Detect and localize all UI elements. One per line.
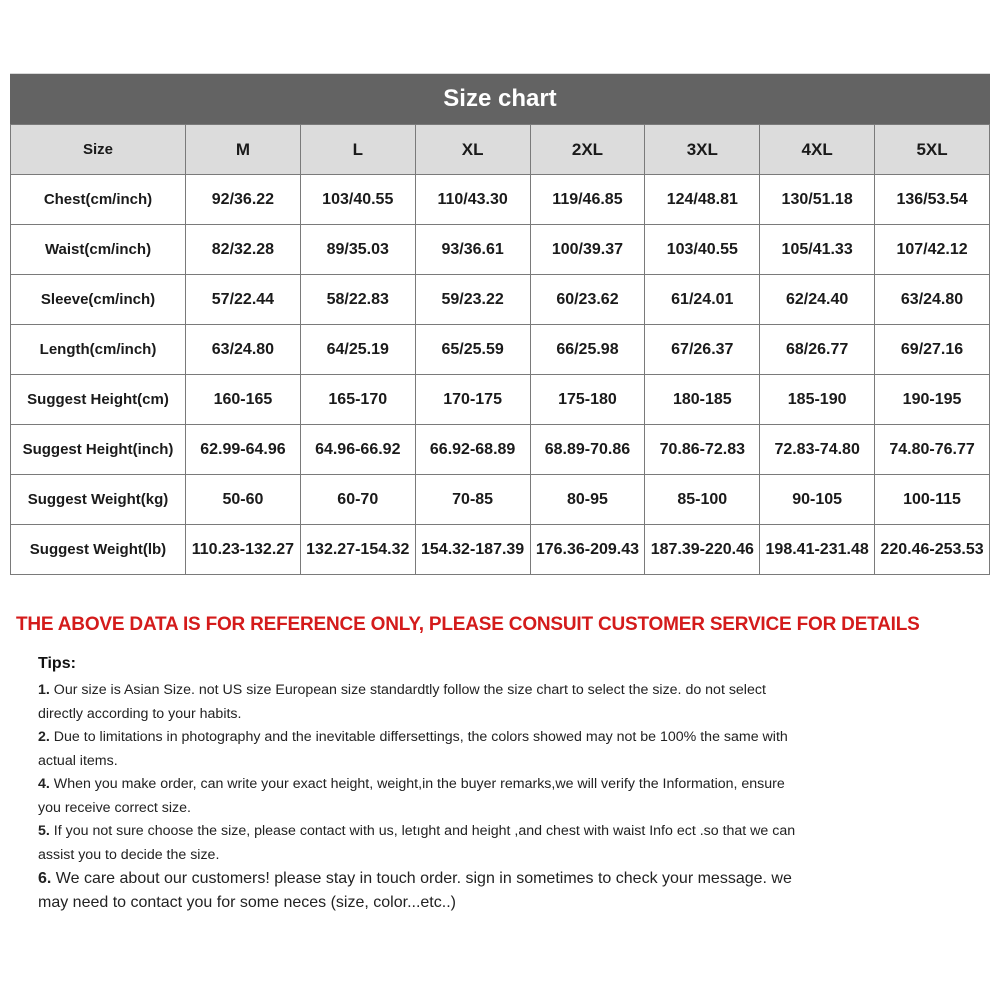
- table-cell: 119/46.85: [530, 175, 645, 225]
- table-cell: 154.32-187.39: [415, 525, 530, 575]
- measurement-label: Chest(cm/inch): [11, 175, 186, 225]
- measurement-label: Waist(cm/inch): [11, 225, 186, 275]
- chart-title: Size chart: [10, 73, 990, 124]
- table-cell: 160-165: [186, 375, 301, 425]
- table-cell: 60/23.62: [530, 275, 645, 325]
- table-row: [11, 525, 990, 575]
- table-cell: 180-185: [645, 375, 760, 425]
- table-cell: 107/42.12: [875, 225, 990, 275]
- table-cell: 100-115: [875, 475, 990, 525]
- table-cell: 62.99-64.96: [186, 425, 301, 475]
- table-cell: 67/26.37: [645, 325, 760, 375]
- table-cell: 105/41.33: [760, 225, 875, 275]
- tip-number: 4.: [38, 776, 50, 792]
- table-cell: 68/26.77: [760, 325, 875, 375]
- size-header-cell: 5XL: [875, 125, 990, 175]
- table-cell: 66/25.98: [530, 325, 645, 375]
- table-cell: 61/24.01: [645, 275, 760, 325]
- size-header-cell: 3XL: [645, 125, 760, 175]
- table-cell: 175-180: [530, 375, 645, 425]
- size-chart: [10, 73, 990, 575]
- tip-text: When you make order, can write your exact height, weight,in the buyer remarks,we will verify the Information, ensure you receive correct size.: [38, 776, 785, 816]
- table-cell: 190-195: [875, 375, 990, 425]
- tip-item: [38, 867, 808, 915]
- table-cell: 132.27-154.32: [300, 525, 415, 575]
- table-row: [11, 225, 990, 275]
- table-cell: 85-100: [645, 475, 760, 525]
- tip-item: [38, 726, 808, 773]
- table-cell: 176.36-209.43: [530, 525, 645, 575]
- size-header-cell: L: [300, 125, 415, 175]
- table-cell: 185-190: [760, 375, 875, 425]
- tip-number: 6.: [38, 870, 52, 887]
- table-row: [11, 475, 990, 525]
- tip-text: We care about our customers! please stay in touch order. sign in sometimes to check your message. we may need to contact you for some neces (size, color...etc..): [38, 870, 792, 911]
- table-cell: 136/53.54: [875, 175, 990, 225]
- measurement-label: Suggest Height(cm): [11, 375, 186, 425]
- tip-item: [38, 679, 808, 726]
- measurement-label: Length(cm/inch): [11, 325, 186, 375]
- table-cell: 124/48.81: [645, 175, 760, 225]
- table-cell: 70.86-72.83: [645, 425, 760, 475]
- tip-number: 1.: [38, 682, 50, 698]
- table-row: [11, 175, 990, 225]
- table-row: [11, 325, 990, 375]
- table-cell: 62/24.40: [760, 275, 875, 325]
- measurement-label: Sleeve(cm/inch): [11, 275, 186, 325]
- table-cell: 63/24.80: [186, 325, 301, 375]
- table-cell: 170-175: [415, 375, 530, 425]
- tips-heading: Tips:: [38, 655, 76, 672]
- table-cell: 103/40.55: [300, 175, 415, 225]
- tip-number: 5.: [38, 823, 50, 839]
- tip-text: Our size is Asian Size. not US size European size standardtly follow the size chart to select the size. do not select directly according to your habits.: [38, 682, 766, 722]
- table-cell: 65/25.59: [415, 325, 530, 375]
- size-header-cell: 4XL: [760, 125, 875, 175]
- table-cell: 110/43.30: [415, 175, 530, 225]
- table-header-row: [11, 125, 990, 175]
- size-table: [10, 124, 990, 575]
- table-cell: 69/27.16: [875, 325, 990, 375]
- size-header-cell: 2XL: [530, 125, 645, 175]
- size-column-header: Size: [11, 125, 186, 175]
- table-cell: 70-85: [415, 475, 530, 525]
- table-row: [11, 275, 990, 325]
- table-row: [11, 375, 990, 425]
- tip-number: 2.: [38, 729, 50, 745]
- table-cell: 66.92-68.89: [415, 425, 530, 475]
- table-cell: 198.41-231.48: [760, 525, 875, 575]
- table-cell: 64/25.19: [300, 325, 415, 375]
- size-header-cell: M: [186, 125, 301, 175]
- tip-text: Due to limitations in photography and the inevitable differsettings, the colors showed may not be 100% the same with actual items.: [38, 729, 788, 769]
- table-cell: 58/22.83: [300, 275, 415, 325]
- tips-list: [38, 679, 808, 915]
- tip-item: [38, 820, 808, 867]
- table-cell: 59/23.22: [415, 275, 530, 325]
- measurement-label: Suggest Height(inch): [11, 425, 186, 475]
- table-cell: 90-105: [760, 475, 875, 525]
- tips-section: [38, 655, 808, 915]
- table-cell: 64.96-66.92: [300, 425, 415, 475]
- table-cell: 110.23-132.27: [186, 525, 301, 575]
- table-cell: 72.83-74.80: [760, 425, 875, 475]
- table-cell: 89/35.03: [300, 225, 415, 275]
- tip-text: If you not sure choose the size, please contact with us, letıght and height ,and chest with waist Info ect .so that we can assist you to decide the size.: [38, 823, 796, 863]
- table-cell: 100/39.37: [530, 225, 645, 275]
- table-cell: 50-60: [186, 475, 301, 525]
- table-cell: 187.39-220.46: [645, 525, 760, 575]
- table-cell: 165-170: [300, 375, 415, 425]
- tip-item: [38, 773, 808, 820]
- reference-notice: THE ABOVE DATA IS FOR REFERENCE ONLY, PLEASE CONSUIT CUSTOMER SERVICE FOR DETAILS: [16, 614, 920, 635]
- table-cell: 63/24.80: [875, 275, 990, 325]
- table-cell: 74.80-76.77: [875, 425, 990, 475]
- measurement-label: Suggest Weight(kg): [11, 475, 186, 525]
- measurement-label: Suggest Weight(lb): [11, 525, 186, 575]
- table-cell: 57/22.44: [186, 275, 301, 325]
- table-cell: 82/32.28: [186, 225, 301, 275]
- table-cell: 103/40.55: [645, 225, 760, 275]
- size-header-cell: XL: [415, 125, 530, 175]
- table-cell: 93/36.61: [415, 225, 530, 275]
- table-row: [11, 425, 990, 475]
- table-cell: 92/36.22: [186, 175, 301, 225]
- table-cell: 220.46-253.53: [875, 525, 990, 575]
- table-cell: 80-95: [530, 475, 645, 525]
- table-cell: 68.89-70.86: [530, 425, 645, 475]
- table-cell: 60-70: [300, 475, 415, 525]
- table-cell: 130/51.18: [760, 175, 875, 225]
